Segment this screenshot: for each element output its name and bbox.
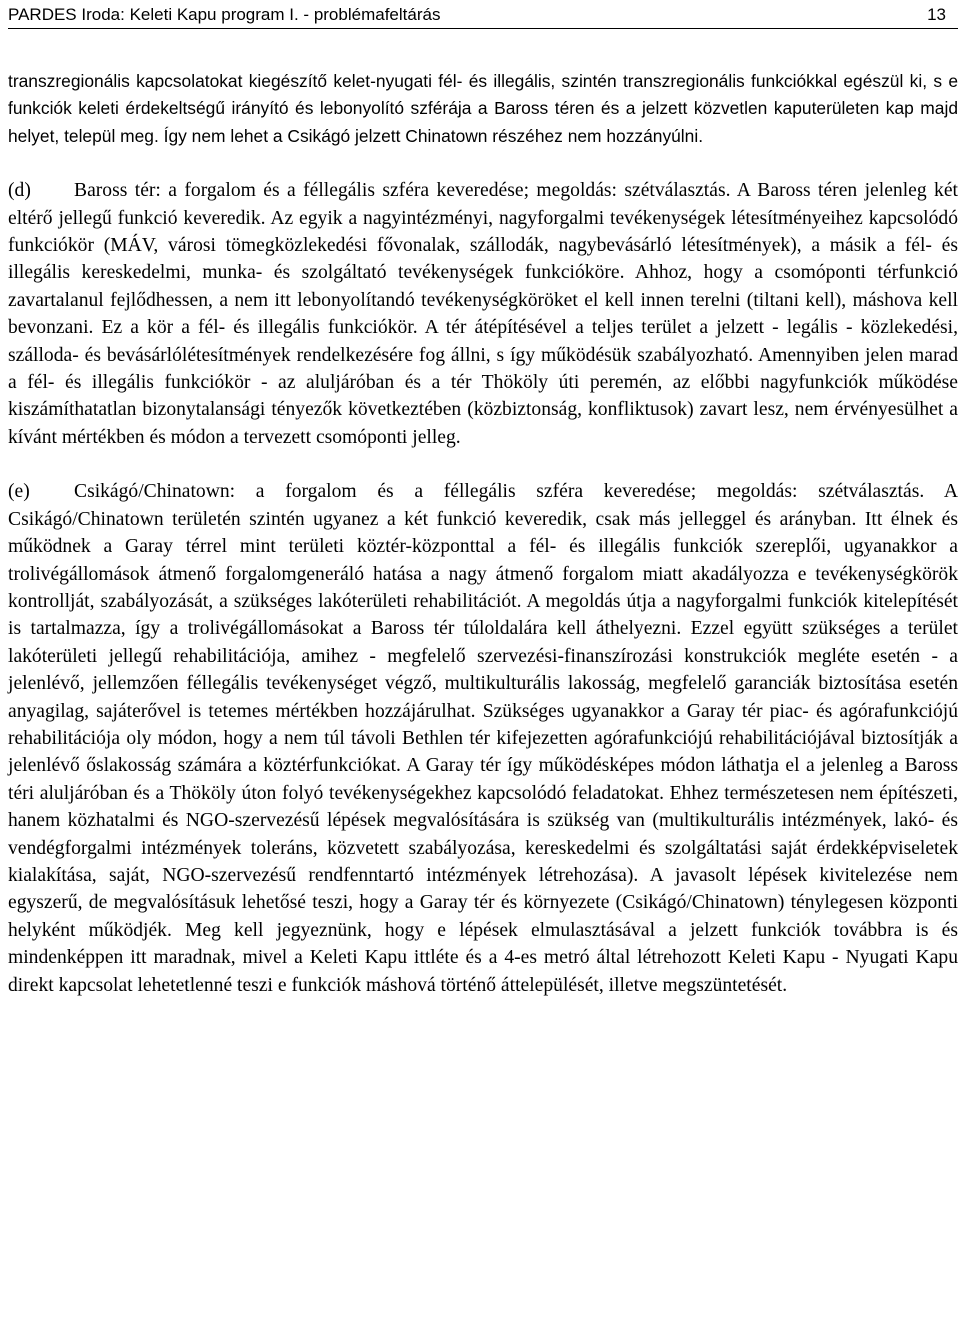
paragraph-d	[8, 177, 958, 451]
paragraph-e-label: (e)	[8, 481, 30, 503]
document-body	[8, 68, 958, 999]
paragraph-intro: transzregionális kapcsolatokat kiegészítő kelet-nyugati fél- és illegális, szintén transzregionális funkciókkal egészül ki, s e funkciók keleti érdekeltségű irányító és lebonyolító szférája a Baross téren és a jelzett közvetlen kaputerületen kap majd helyet, települ meg. Így nem lehet a Csikágó jelzett Chinatown részéhez nem hozzányúlni.	[8, 71, 958, 146]
paragraph-e-text: Csikágó/Chinatown: a forgalom és a féllegális szféra keveredése; megoldás: szétválasztás. A Csikágó/Chinatown területén szintén ugyanez a két funkció keveredik, csak más jelleggel és arányban. Itt élnek és működnek a Garay térrel mint területi köztér-központtal a fél- és illegális funkciók szereplői, ugyanakkor a trolivégállomások átmenő forgalomgeneráló hatása a nagy átmenő forgalom miatt akadályozza e tevékenységkörök kontrollját, szabályozását, a szükséges lakóterületi rehabilitációt. A megoldás útja a nagyforgalmi funkciók kitelepítését is tartalmazza, így a trolivégállomásokat a Baross tér túloldalára kell áthelyezni. Ezzel együtt szükséges a terület lakóterületi jellegű rehabilitációja, amihez - megfelelő szervezési-finanszírozási konstrukciók megléte esetén - a jelenlévő, jellemzően féllegális tevékenységet végző, multikulturális lakosság, megfelelő garanciák biztosítása esetén anyagilag, sajáterővel is tetemes mértékben hozzájárulhat. Szükséges ugyanakkor a Garay tér piac- és agórafunkciójú rehabilitációja oly módon, hogy a nem túl távoli Bethlen tér kifejezetten agórafunkciójú rehabilitációjával biztosítják a jelenlévő őslakosság számára a köztérfunkciókat. A Garay tér így működésképes módon láthatja el a jelenleg a Baross téri aluljáróban és a Thököly úton folyó tevékenységekhez kapcsolódó feladatokat. Ehhez természetesen nem építészeti, hanem közhatalmi és NGO-szervezésű lépések megvalósítására is szükség van (multikulturális intézmények, lakó- és vendégforgalmi intézmények toleráns, közvetett szabályozása, kereskedelmi és szolgáltatási saját érdekképviseletek kialakítása, saját, NGO-szervezésű rendfenntartó intézmények létrehozása). A javasolt lépések kivitelezése nem egyszerű, de megvalósításuk lehetősé teszi, hogy a Garay tér és környezete (Csikágó/Chinatown) ténylegesen központi helyként működjék. Meg kell jegyeznünk, hogy e lépések elmulasztásával a jelzett funkciók továbbra is és mindenképpen itt maradnak, mivel a Keleti Kapu ittléte és a 4-es metró által létrehozott Keleti Kapu - Nyugati Kapu direkt kapcsolat lehetetlenné teszi e funkciók máshová történő áttelepülését, illetve megszüntetését.	[8, 481, 958, 996]
running-header	[8, 0, 958, 29]
document-page	[8, 0, 958, 999]
header-title: PARDES Iroda: Keleti Kapu program I. - problémafeltárás	[8, 5, 441, 24]
paragraph-d-label: (d)	[8, 180, 31, 202]
paragraph-d-text: Baross tér: a forgalom és a féllegális szféra keveredése; megoldás: szétválasztás. A Baross téren jelenleg két eltérő jellegű funkció keveredik. Az egyik a nagyintézményi, nagyforgalmi tevékenységek létesítményeihez kapcsolódó funkciókör (MÁV, városi tömegközlekedési fővonalak, szállodák, nagybevásárló létesítmények), a másik a fél- és illegális kereskedelmi, munka- és szolgáltató tevékenységek funkcióköre. Ahhoz, hogy a csomóponti térfunkció zavartalanul fejlődhessen, a nem itt lebonyolítandó tevékenységköröket el kell innen terelni (tiltani kell), máshova kell bevonzani. Ez a kör a fél- és illegális funkciókör. A tér átépítésével a teljes terület a jelzett - legális - közlekedési, szálloda- és bevásárlólétesítmények rendelkezésére fog állni, s így működésük szabályozható. Amennyiben jelen marad a fél- és illegális funkciókör - az aluljáróban és a tér Thököly úti peremén, az előbbi nagyfunkciók működése kiszámíthatatlan bizonytalansági tényezők következtében (közbiztonság, konfliktusok) zavart lesz, nem érvényesülhet a kívánt mértékben és módon a tervezett csomóponti jelleg.	[8, 180, 958, 448]
page-number: 13	[927, 5, 946, 24]
paragraph-e	[8, 478, 958, 999]
